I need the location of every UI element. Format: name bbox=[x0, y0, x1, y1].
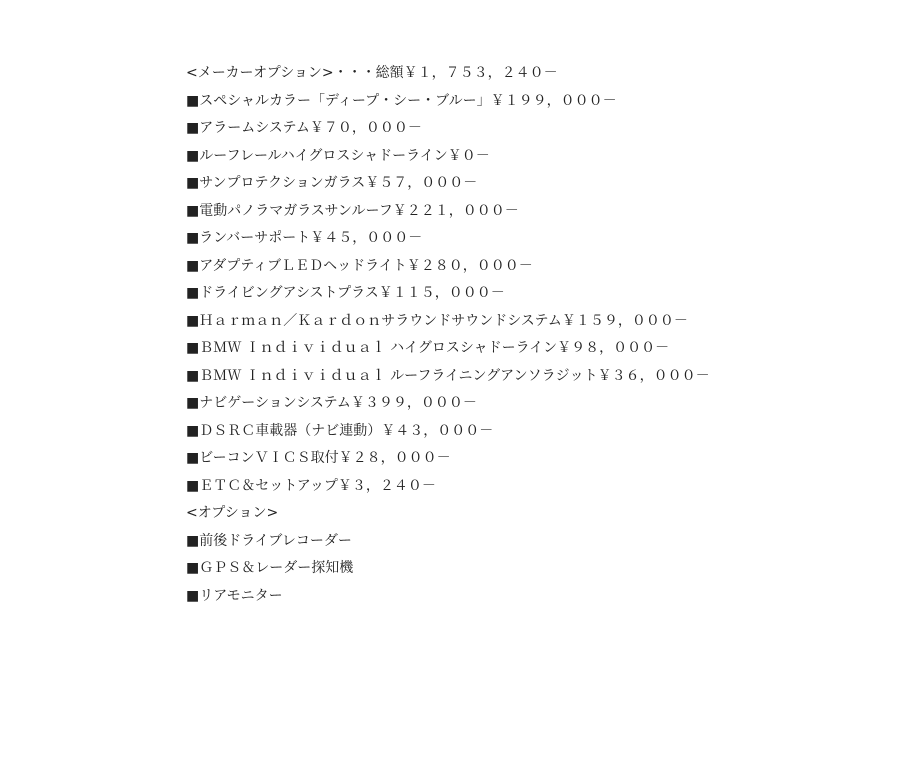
list-item: ■ルーフレールハイグロスシャドーライン￥０－ bbox=[186, 147, 490, 164]
list-item: ■ＢＭＷ Ｉｎｄｉｖｉｄｕａｌ ハイグロスシャドーライン￥９８，０００－ bbox=[186, 340, 670, 356]
list-item: ■スペシャルカラー「ディープ・シー・ブルー」￥１９９，０００－ bbox=[186, 92, 617, 109]
list-item: ■ＥＴＣ＆セットアップ￥３，２４０－ bbox=[186, 477, 436, 494]
list-item: ■前後ドライブレコーダー bbox=[186, 532, 352, 549]
list-item: ■ＢＭＷ Ｉｎｄｉｖｉｄｕａｌ ルーフライニングアンソラジット￥３６，０００－ bbox=[186, 367, 710, 384]
list-item: ■Ｈａｒｍａｎ／Ｋａｒｄｏｎサラウンドサウンドシステム￥１５９，０００－ bbox=[186, 312, 688, 329]
options-list bbox=[186, 60, 886, 610]
list-item: ■ＧＰＳ＆レーダー探知機 bbox=[186, 560, 354, 576]
maker-options-heading: <メーカーオプション>・・・総額￥１，７５３，２４０－ bbox=[186, 65, 558, 81]
list-item: ■アダプティブＬＥＤヘッドライト￥２８０，０００－ bbox=[186, 257, 533, 274]
list-item: ■ＤＳＲＣ車載器（ナビ連動）￥４３，０００－ bbox=[186, 422, 494, 439]
list-item: ■ナビゲーションシステム￥３９９，０００－ bbox=[186, 395, 477, 411]
options-heading: <オプション> bbox=[186, 505, 279, 521]
list-item: ■アラームシステム￥７０，０００－ bbox=[186, 120, 422, 136]
list-item: ■ランバーサポート￥４５，０００－ bbox=[186, 230, 423, 246]
list-item: ■ドライビングアシストプラス￥１１５，０００－ bbox=[186, 285, 505, 301]
list-item: ■サンプロテクションガラス￥５７，０００－ bbox=[186, 175, 478, 191]
list-item: ■ビーコンＶＩＣＳ取付￥２８，０００－ bbox=[186, 450, 451, 466]
list-item: ■リアモニター bbox=[186, 587, 283, 604]
list-item: ■電動パノラマガラスサンルーフ￥２２１，０００－ bbox=[186, 202, 519, 219]
